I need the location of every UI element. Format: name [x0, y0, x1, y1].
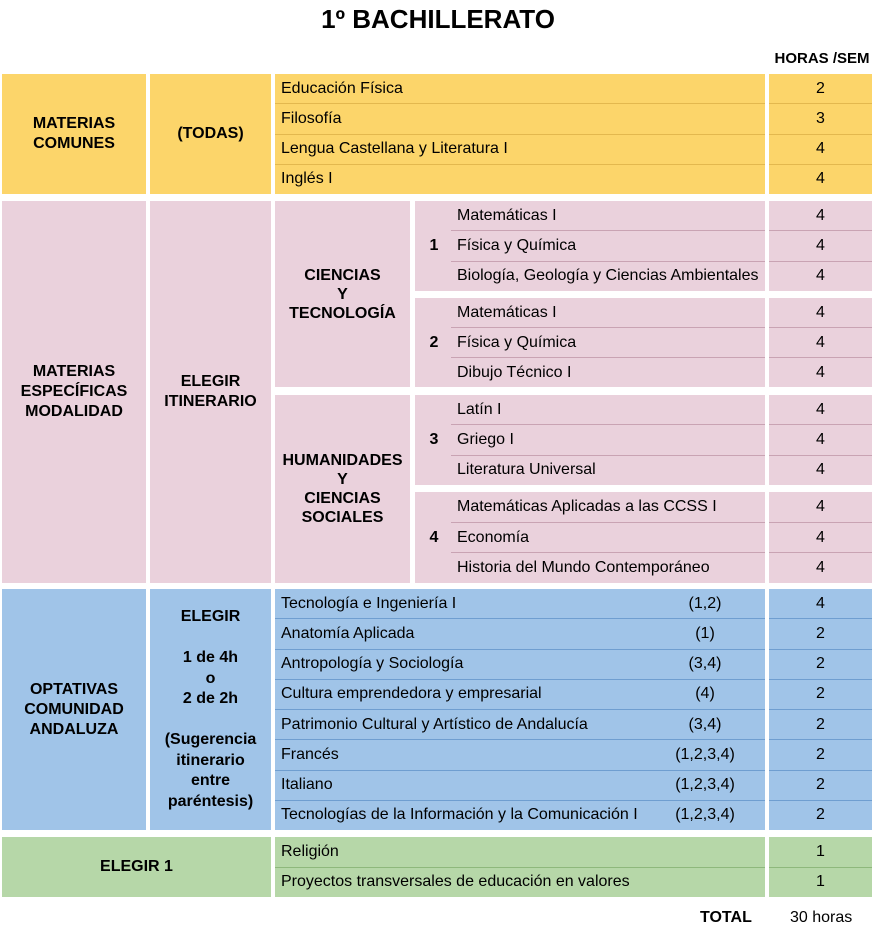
subject-row: Matemáticas Aplicadas a las CCSS I	[457, 497, 717, 515]
especificas-choice-label: ELEGIR ITINERARIO	[150, 201, 271, 583]
comunes-hours-list	[769, 74, 872, 194]
itinerario-number: 3	[415, 395, 453, 485]
optativas-group-label: OPTATIVAS COMUNIDAD ANDALUZA	[2, 589, 146, 830]
subject-row	[275, 649, 765, 679]
itinerario-number: 2	[415, 298, 453, 387]
subject-row: Literatura Universal	[451, 455, 765, 485]
subject-row: Física y Química	[451, 230, 765, 260]
hours-cell: 4	[816, 303, 825, 321]
hours-cell: 2	[769, 679, 872, 709]
hours-cell: 2	[769, 618, 872, 648]
subject-name: Antropología y Sociología	[281, 655, 464, 673]
subject-row	[275, 709, 765, 739]
especificas-group-label: MATERIAS ESPECÍFICAS MODALIDAD	[2, 201, 146, 583]
hours-cell: 3	[769, 103, 872, 133]
subject-row	[275, 589, 765, 618]
subject-name: Anatomía Aplicada	[281, 624, 415, 642]
itinerario-suggestion: (1)	[695, 624, 715, 642]
itinerario-suggestion: (1,2,3,4)	[675, 776, 735, 794]
hours-cell: 4	[769, 424, 872, 454]
subject-row	[275, 800, 765, 830]
hours-cell: 4	[769, 522, 872, 553]
itinerario-suggestion: (1,2)	[688, 594, 722, 612]
hours-header: HORAS /SEM	[774, 50, 870, 67]
subject-name: Tecnologías de la Información y la Comunicación I	[281, 806, 638, 824]
optativas-hours-list	[769, 589, 872, 830]
total-value: 30 horas	[790, 909, 853, 926]
comunes-subject-list	[275, 74, 765, 194]
subject-row: Religión	[281, 842, 339, 860]
hours-cell: 4	[769, 164, 872, 194]
subject-name: Tecnología e Ingeniería I	[281, 594, 457, 612]
hours-cell: 2	[769, 770, 872, 800]
hours-cell: 2	[769, 709, 872, 739]
subject-row: Lengua Castellana y Literatura I	[275, 134, 765, 164]
itinerario-hours-list	[769, 298, 872, 387]
subject-row: Economía	[451, 522, 765, 553]
subject-row	[275, 770, 765, 800]
page-title: 1º BACHILLERATO	[321, 4, 555, 34]
subject-row	[275, 739, 765, 769]
subject-row: Historia del Mundo Contemporáneo	[451, 552, 765, 583]
hours-cell: 4	[769, 357, 872, 387]
subject-row	[275, 679, 765, 709]
elegir1-subject-list	[275, 837, 765, 897]
optativas-choice-label: ELEGIR 1 de 4h o 2 de 2h (Sugerencia itinerario entre paréntesis)	[150, 589, 271, 830]
subject-row: Inglés I	[275, 164, 765, 194]
subject-row: Dibujo Técnico I	[451, 357, 765, 387]
subject-row: Griego I	[451, 424, 765, 454]
itinerario-suggestion: (1,2,3,4)	[675, 806, 735, 824]
itinerario-suggestion: (1,2,3,4)	[675, 745, 735, 763]
subject-row: Matemáticas I	[457, 206, 557, 224]
itinerario-hours-list	[769, 492, 872, 583]
subject-row	[275, 618, 765, 648]
subject-name: Francés	[281, 745, 339, 763]
hours-cell: 2	[816, 79, 825, 97]
subject-row: Matemáticas I	[457, 303, 557, 321]
modality-humanidades: HUMANIDADES Y CIENCIAS SOCIALES	[275, 395, 410, 583]
hours-cell: 2	[769, 800, 872, 830]
subject-row: Educación Física	[281, 79, 403, 97]
hours-cell: 4	[769, 230, 872, 260]
subject-name: Italiano	[281, 776, 333, 794]
itinerario-number: 1	[415, 201, 453, 291]
subject-name: Patrimonio Cultural y Artístico de Andalucía	[281, 715, 588, 733]
hours-cell: 4	[769, 134, 872, 164]
modality-ciencias: CIENCIAS Y TECNOLOGÍA	[275, 201, 410, 387]
subject-row: Latín I	[457, 400, 502, 418]
hours-cell: 2	[769, 739, 872, 769]
elegir1-hours-list	[769, 837, 872, 897]
hours-cell: 4	[816, 400, 825, 418]
hours-cell: 4	[816, 594, 825, 612]
hours-cell: 4	[769, 455, 872, 485]
itinerario-hours-list	[769, 395, 872, 485]
hours-cell: 1	[816, 842, 825, 860]
hours-cell: 4	[769, 327, 872, 357]
itinerario-hours-list	[769, 201, 872, 291]
comunes-group-label: MATERIAS COMUNES	[2, 74, 146, 194]
subject-row: Filosofía	[275, 103, 765, 133]
hours-cell: 2	[769, 649, 872, 679]
itinerario-subject-list	[451, 201, 765, 291]
subject-row: Biología, Geología y Ciencias Ambientales	[451, 261, 765, 291]
itinerario-suggestion: (3,4)	[688, 715, 722, 733]
hours-cell: 4	[816, 497, 825, 515]
hours-cell: 4	[769, 261, 872, 291]
subject-name: Cultura emprendedora y empresarial	[281, 685, 542, 703]
total-label: TOTAL	[700, 909, 752, 926]
subject-row: Física y Química	[451, 327, 765, 357]
optativas-subject-list	[275, 589, 765, 830]
subject-row: Proyectos transversales de educación en valores	[275, 867, 765, 898]
comunes-choice-label: (TODAS)	[150, 74, 271, 194]
itinerario-subject-list	[451, 298, 765, 387]
itinerario-subject-list	[451, 492, 765, 583]
itinerario-suggestion: (4)	[695, 685, 715, 703]
elegir1-group-label: ELEGIR 1	[2, 837, 271, 897]
itinerario-suggestion: (3,4)	[688, 655, 722, 673]
hours-cell: 4	[769, 552, 872, 583]
itinerario-number: 4	[415, 492, 453, 583]
hours-cell: 1	[769, 867, 872, 898]
itinerario-subject-list	[451, 395, 765, 485]
hours-cell: 4	[816, 206, 825, 224]
